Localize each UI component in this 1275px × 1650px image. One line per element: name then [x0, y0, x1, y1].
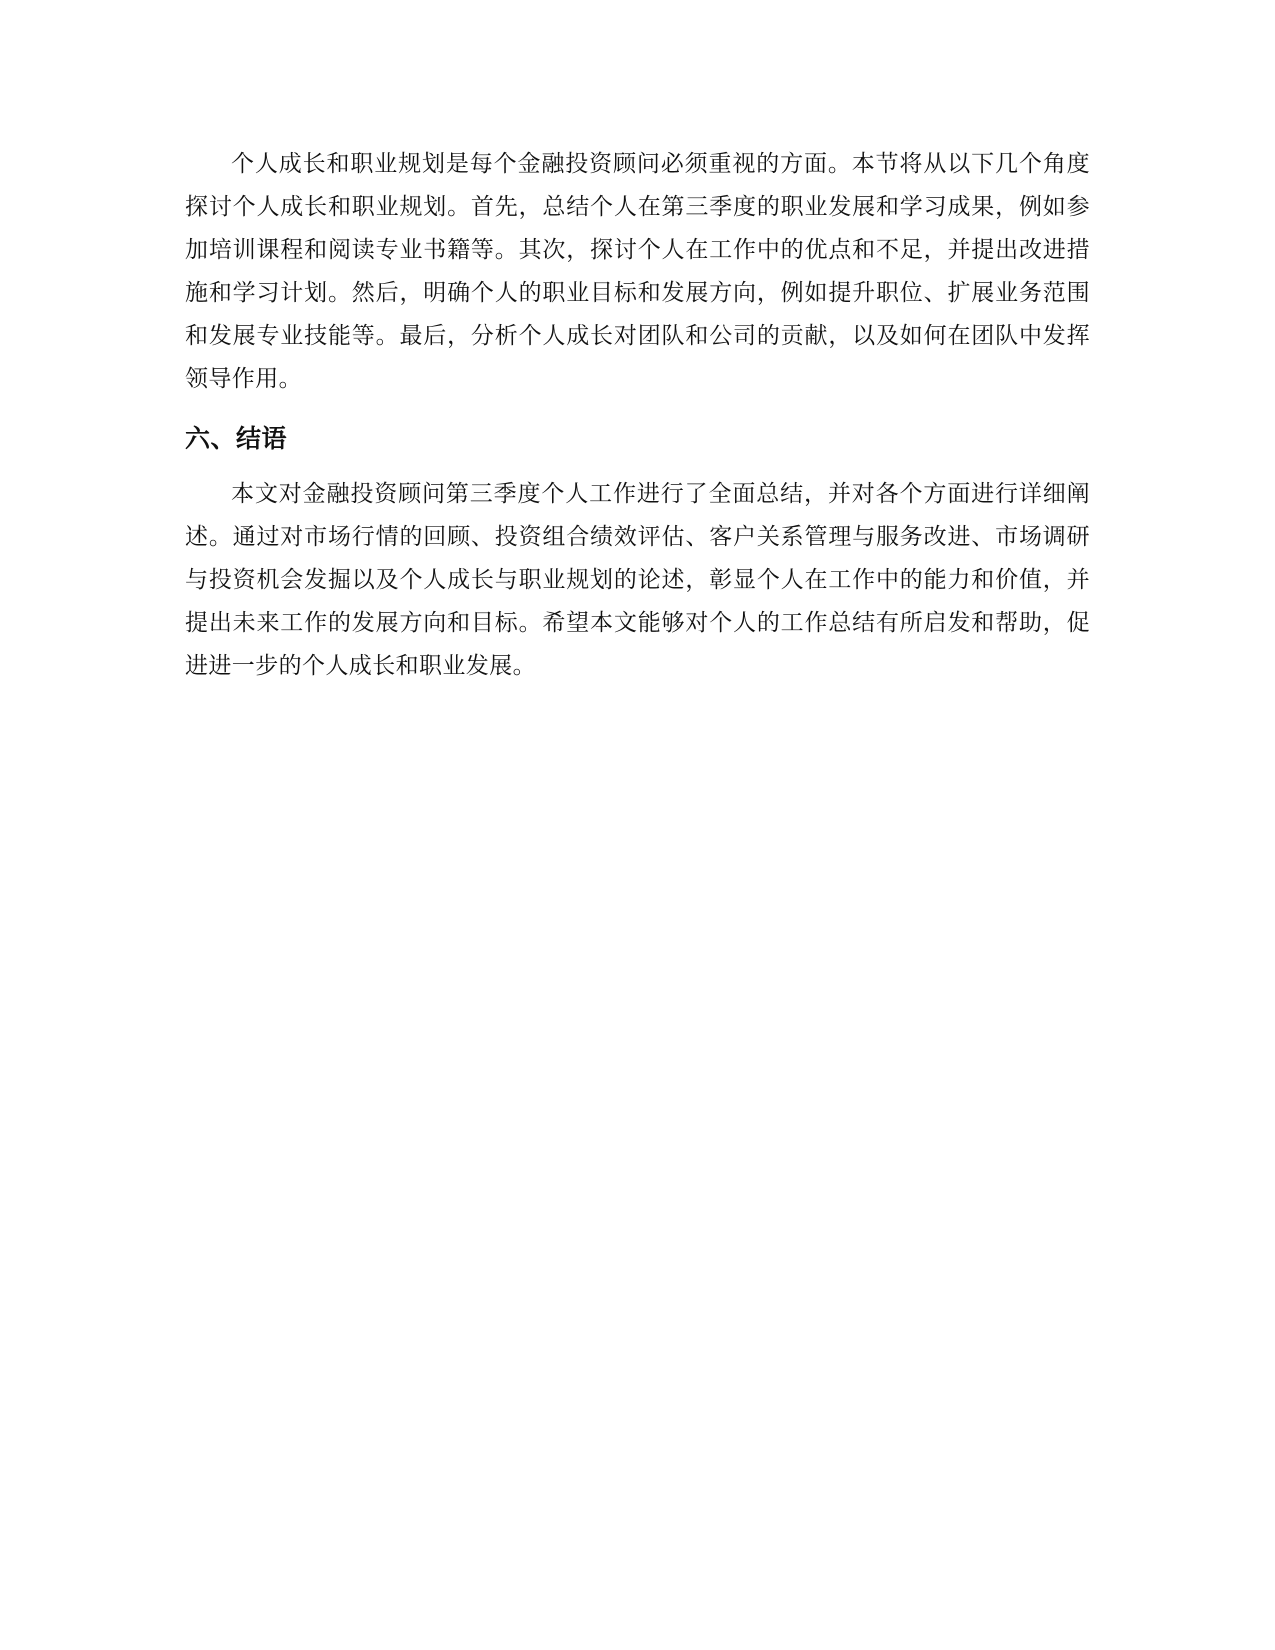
document-body [185, 143, 1090, 688]
section-heading-conclusion: 六、结语 [185, 424, 288, 453]
paragraph-conclusion: 本文对金融投资顾问第三季度个人工作进行了全面总结，并对各个方面进行详细阐述。通过对市场行情的回顾、投资组合绩效评估、客户关系管理与服务改进、市场调研与投资机会发掘以及个人成长与职业规划的论述，彰显个人在工作中的能力和价值，并提出未来工作的发展方向和目标。希望本文能够对个人的工作总结有所启发和帮助，促进进一步的个人成长和职业发展。 [185, 481, 1090, 679]
paragraph-career-growth: 个人成长和职业规划是每个金融投资顾问必须重视的方面。本节将从以下几个角度探讨个人成长和职业规划。首先，总结个人在第三季度的职业发展和学习成果，例如参加培训课程和阅读专业书籍等。其次，探讨个人在工作中的优点和不足，并提出改进措施和学习计划。然后，明确个人的职业目标和发展方向，例如提升职位、扩展业务范围和发展专业技能等。最后，分析个人成长对团队和公司的贡献，以及如何在团队中发挥领导作用。 [185, 151, 1090, 392]
